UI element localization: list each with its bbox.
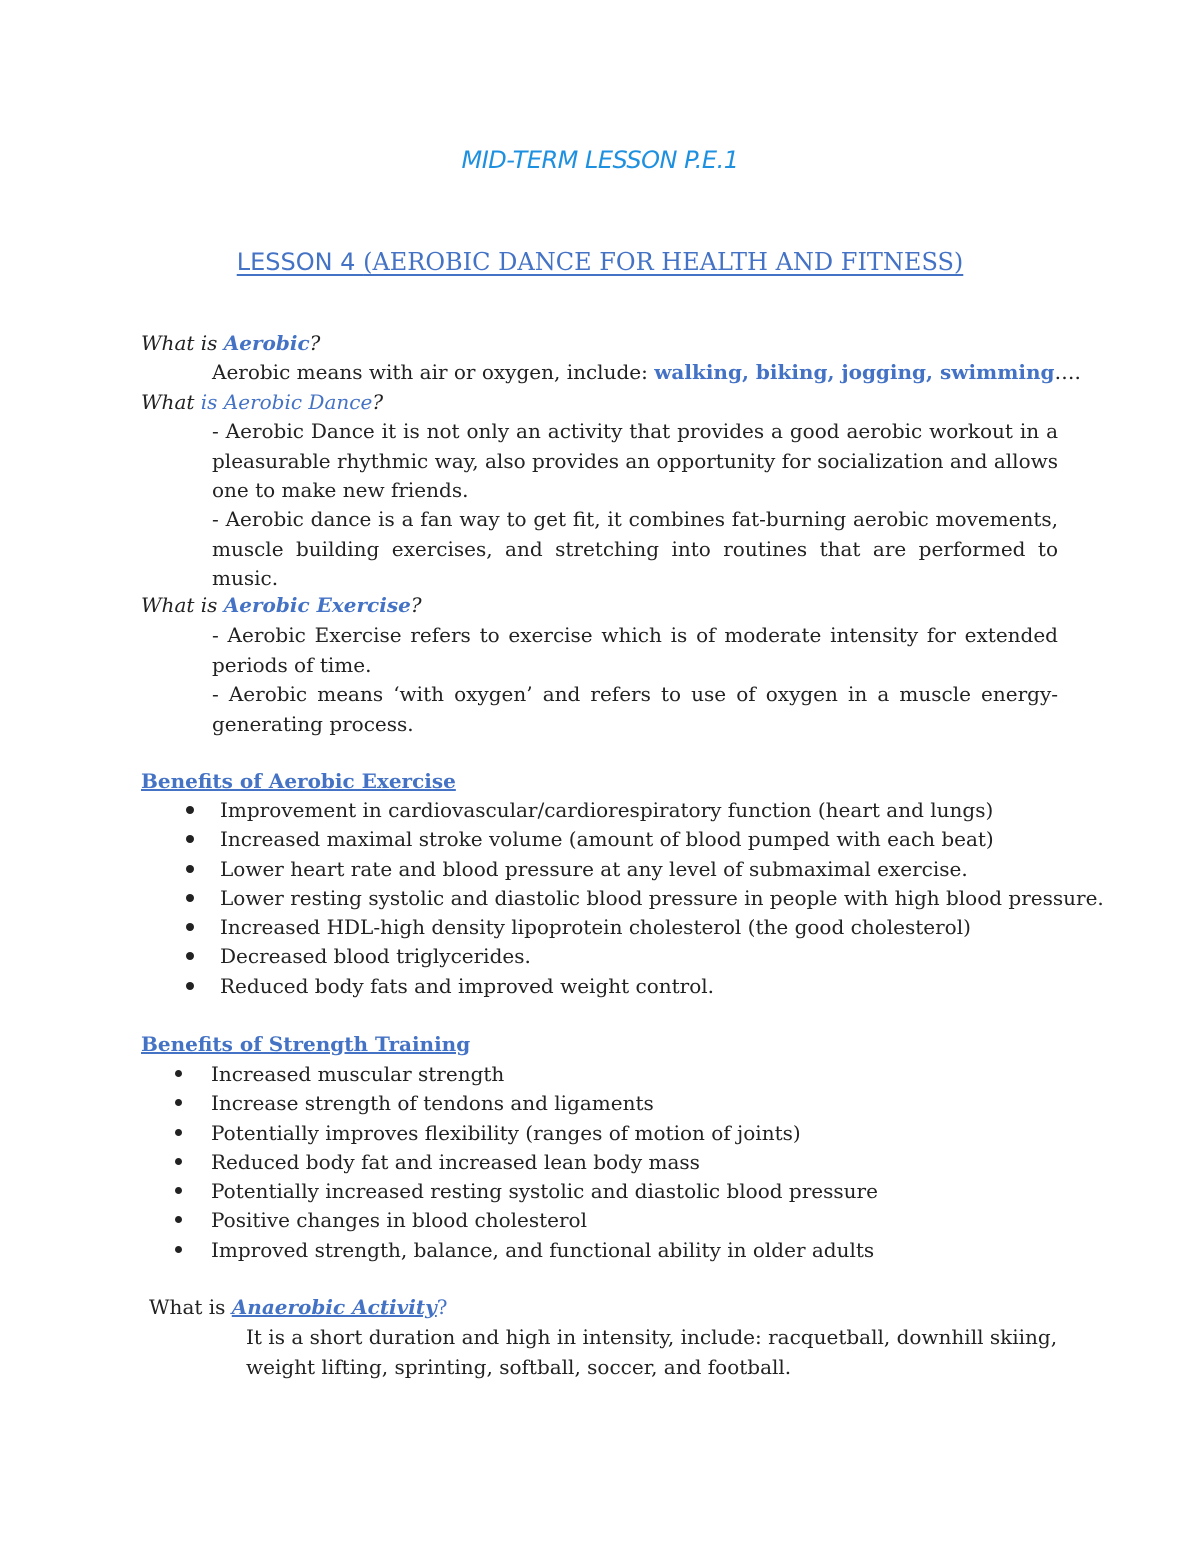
bullet-icon <box>186 894 194 902</box>
answer-aerobic-exercise-2: - Aerobic means ‘with oxygen’ and refers to use of oxygen in a muscle energy-generating process. <box>212 682 1058 736</box>
answer-ellipsis: …. <box>1054 360 1081 384</box>
question-mark: ? <box>436 1295 448 1319</box>
answer-aerobic-dance-1: - Aerobic Dance it is not only an activity that provides a good aerobic workout in a pleasurable rhythmic way, also provides an opportunity for socialization and allows one to make new friends. <box>212 419 1058 502</box>
bullet-icon <box>175 1187 182 1194</box>
lesson-topic: (AEROBIC DANCE FOR HEALTH AND FITNESS) <box>363 248 964 276</box>
page-title: MID-TERM LESSON P.E.1 <box>461 146 739 174</box>
bullet-icon <box>175 1158 182 1165</box>
question-term: Anaerobic Activity <box>231 1295 437 1319</box>
question-prefix: What is <box>149 1295 232 1319</box>
question-term: is Aerobic Dance <box>200 390 373 414</box>
list-item: Lower heart rate and blood pressure at any level of submaximal exercise. <box>220 855 1104 884</box>
question-mark: ? <box>372 390 384 414</box>
bullet-icon <box>186 835 194 843</box>
bullet-icon <box>175 1099 182 1106</box>
answer-aerobic-dance-2: - Aerobic dance is a fan way to get fit, it combines fat-burning aerobic movements, muscle building exercises, and stretching into routines that are performed to music. <box>212 507 1058 590</box>
bullet-icon <box>175 1129 182 1136</box>
question-prefix: What is <box>141 331 224 355</box>
bullet-icon <box>186 865 194 873</box>
answer-text: Aerobic means with air or oxygen, include: <box>212 360 655 384</box>
list-item: Reduced body fats and improved weight control. <box>220 972 1104 1001</box>
strength-benefits-heading: Benefits of Strength Training <box>141 1032 471 1056</box>
answer-aerobic-exercise-1: - Aerobic Exercise refers to exercise which is of moderate intensity for extended periods of time. <box>212 623 1058 677</box>
aerobic-benefits-list <box>220 796 1104 1001</box>
question-term: Aerobic <box>223 331 310 355</box>
question-prefix: What is <box>141 593 224 617</box>
list-item: Decreased blood triglycerides. <box>220 942 1104 971</box>
answer-anaerobic-line-2: weight lifting, sprinting, softball, soccer, and football. <box>246 1355 792 1379</box>
list-item: Reduced body fat and increased lean body mass <box>211 1148 878 1177</box>
question-term: Aerobic Exercise <box>223 593 411 617</box>
question-mark: ? <box>410 593 422 617</box>
list-item: Potentially improves flexibility (ranges of motion of joints) <box>211 1119 878 1148</box>
lesson-number: LESSON 4 <box>236 248 364 276</box>
list-item: Increased HDL-high density lipoprotein cholesterol (the good cholesterol) <box>220 913 1104 942</box>
list-item: Improved strength, balance, and functional ability in older adults <box>211 1236 878 1265</box>
answer-anaerobic-line-1: It is a short duration and high in intensity, include: racquetball, downhill skiing, <box>246 1325 1058 1349</box>
lesson-heading <box>0 248 1200 276</box>
bullet-icon <box>186 982 194 990</box>
question-anaerobic-activity <box>149 1293 447 1321</box>
question-aerobic <box>141 329 320 357</box>
question-aerobic-exercise <box>141 591 422 619</box>
bullet-icon <box>186 806 194 814</box>
bullet-icon <box>186 923 194 931</box>
bullet-icon <box>175 1246 182 1253</box>
answer-aerobic <box>212 358 1081 386</box>
question-aerobic-dance <box>141 388 383 416</box>
list-item: Improvement in cardiovascular/cardiorespiratory function (heart and lungs) <box>220 796 1104 825</box>
list-item: Positive changes in blood cholesterol <box>211 1206 878 1235</box>
list-item: Increase strength of tendons and ligaments <box>211 1089 878 1118</box>
aerobic-benefits-heading: Benefits of Aerobic Exercise <box>141 769 456 793</box>
list-item: Potentially increased resting systolic and diastolic blood pressure <box>211 1177 878 1206</box>
list-item: Increased maximal stroke volume (amount of blood pumped with each beat) <box>220 825 1104 854</box>
answer-examples: walking, biking, jogging, swimming <box>654 360 1055 384</box>
question-mark: ? <box>309 331 321 355</box>
bullet-icon <box>186 952 194 960</box>
bullet-icon <box>175 1216 182 1223</box>
question-prefix: What <box>141 390 201 414</box>
list-item: Increased muscular strength <box>211 1060 878 1089</box>
strength-benefits-list <box>211 1060 878 1265</box>
list-item: Lower resting systolic and diastolic blood pressure in people with high blood pressure. <box>220 884 1104 913</box>
bullet-icon <box>175 1070 182 1077</box>
